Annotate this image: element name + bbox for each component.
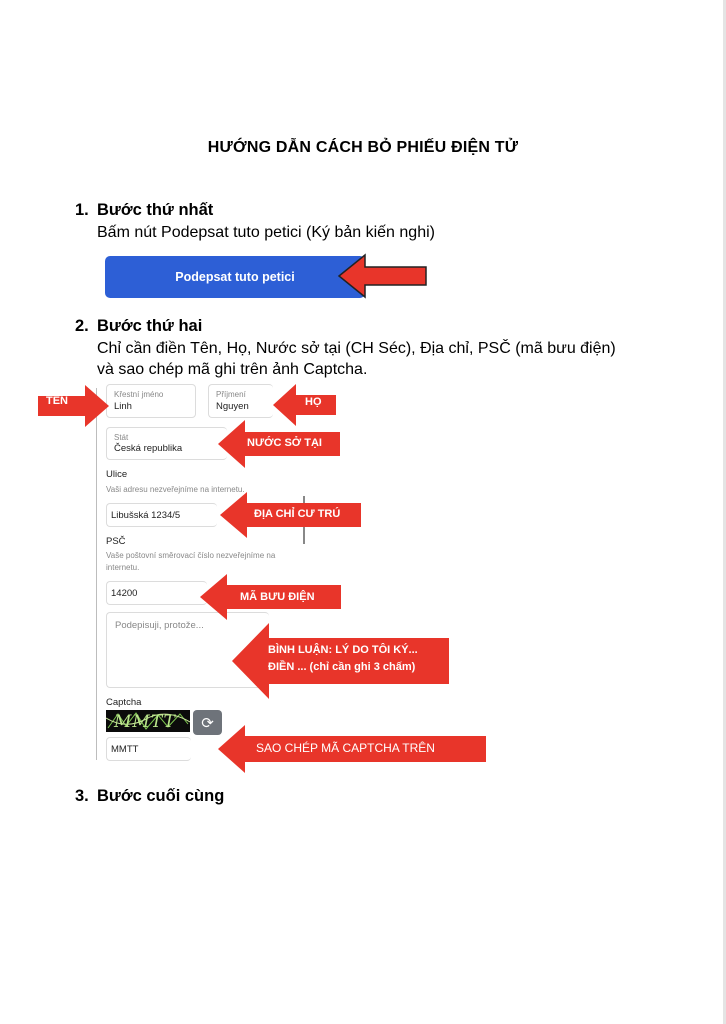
refresh-icon: ⟳ bbox=[201, 714, 214, 732]
psc-hint-line2: internetu. bbox=[106, 563, 140, 572]
step3-title: Bước cuối cùng bbox=[97, 787, 225, 805]
step1-title: Bước thứ nhất bbox=[97, 201, 214, 219]
first-name-field[interactable] bbox=[106, 384, 196, 418]
step3-heading bbox=[75, 787, 224, 806]
step3-number: 3. bbox=[75, 787, 89, 805]
annotation-ten: TÊN bbox=[46, 395, 68, 407]
captcha-value: MMTT bbox=[111, 744, 139, 755]
captcha-label: Captcha bbox=[106, 697, 142, 708]
street-hint: Vaši adresu nezveřejníme na internetu. bbox=[106, 485, 245, 494]
last-name-label: Příjmení bbox=[216, 390, 246, 399]
step1-number: 1. bbox=[75, 201, 89, 219]
annotation-dia-chi: ĐỊA CHỈ CƯ TRÚ bbox=[254, 508, 341, 520]
step1-text: Bấm nút Podepsat tuto petici (Ký bản kiến nghi) bbox=[97, 224, 435, 241]
psc-label: PSČ bbox=[106, 536, 126, 547]
step2-text-line1: Chỉ cần điền Tên, Họ, Nước sở tại (CH Séc), Địa chỉ, PSČ (mã bưu điện) bbox=[97, 340, 616, 357]
street-value: Libušská 1234/5 bbox=[111, 510, 181, 521]
petition-sign-button[interactable]: Podepsat tuto petici bbox=[105, 256, 365, 298]
psc-value: 14200 bbox=[111, 588, 138, 599]
psc-hint-line1: Vaše poštovní směrovací číslo nezveřejníme na bbox=[106, 551, 276, 560]
captcha-image-text: MMTT bbox=[114, 712, 176, 732]
annotation-captcha-copy: SAO CHÉP MÃ CAPTCHA TRÊN bbox=[256, 741, 435, 755]
page-title: HƯỚNG DẪN CÁCH BỎ PHIẾU ĐIỆN TỬ bbox=[207, 139, 519, 156]
last-name-value: Nguyen bbox=[216, 401, 249, 412]
annotation-ho: HỌ bbox=[305, 396, 322, 408]
step2-text-line2: và sao chép mã ghi trên ảnh Captcha. bbox=[97, 361, 368, 378]
form-left-border bbox=[96, 388, 97, 760]
country-label: Stát bbox=[114, 433, 129, 442]
country-select[interactable] bbox=[106, 427, 227, 460]
psc-input[interactable] bbox=[106, 581, 207, 605]
annotation-ma-buu-dien: MÃ BƯU ĐIỆN bbox=[240, 591, 315, 603]
comment-placeholder: Podepisuji, protože... bbox=[115, 620, 204, 631]
street-label: Ulice bbox=[106, 469, 128, 480]
first-name-value: Linh bbox=[114, 401, 132, 412]
captcha-image bbox=[106, 710, 190, 732]
annotation-nuoc-so-tai: NƯỚC SỞ TẠI bbox=[247, 437, 322, 449]
arrow-left-icon bbox=[337, 253, 429, 299]
step2-number: 2. bbox=[75, 317, 89, 335]
last-name-field[interactable] bbox=[208, 384, 273, 418]
first-name-label: Křestní jméno bbox=[114, 390, 164, 399]
country-value: Česká republika bbox=[114, 443, 183, 454]
street-input[interactable] bbox=[106, 503, 217, 527]
step1-heading bbox=[75, 201, 213, 220]
annotation-binh-luan-line2: ĐIỀN ... (chỉ cần ghi 3 chấm) bbox=[268, 661, 416, 673]
annotation-binh-luan-line1: BÌNH LUẬN: LÝ DO TÔI KÝ... bbox=[268, 644, 418, 656]
step2-title: Bước thứ hai bbox=[97, 317, 203, 335]
step2-heading bbox=[75, 317, 202, 336]
captcha-input[interactable] bbox=[106, 737, 191, 761]
